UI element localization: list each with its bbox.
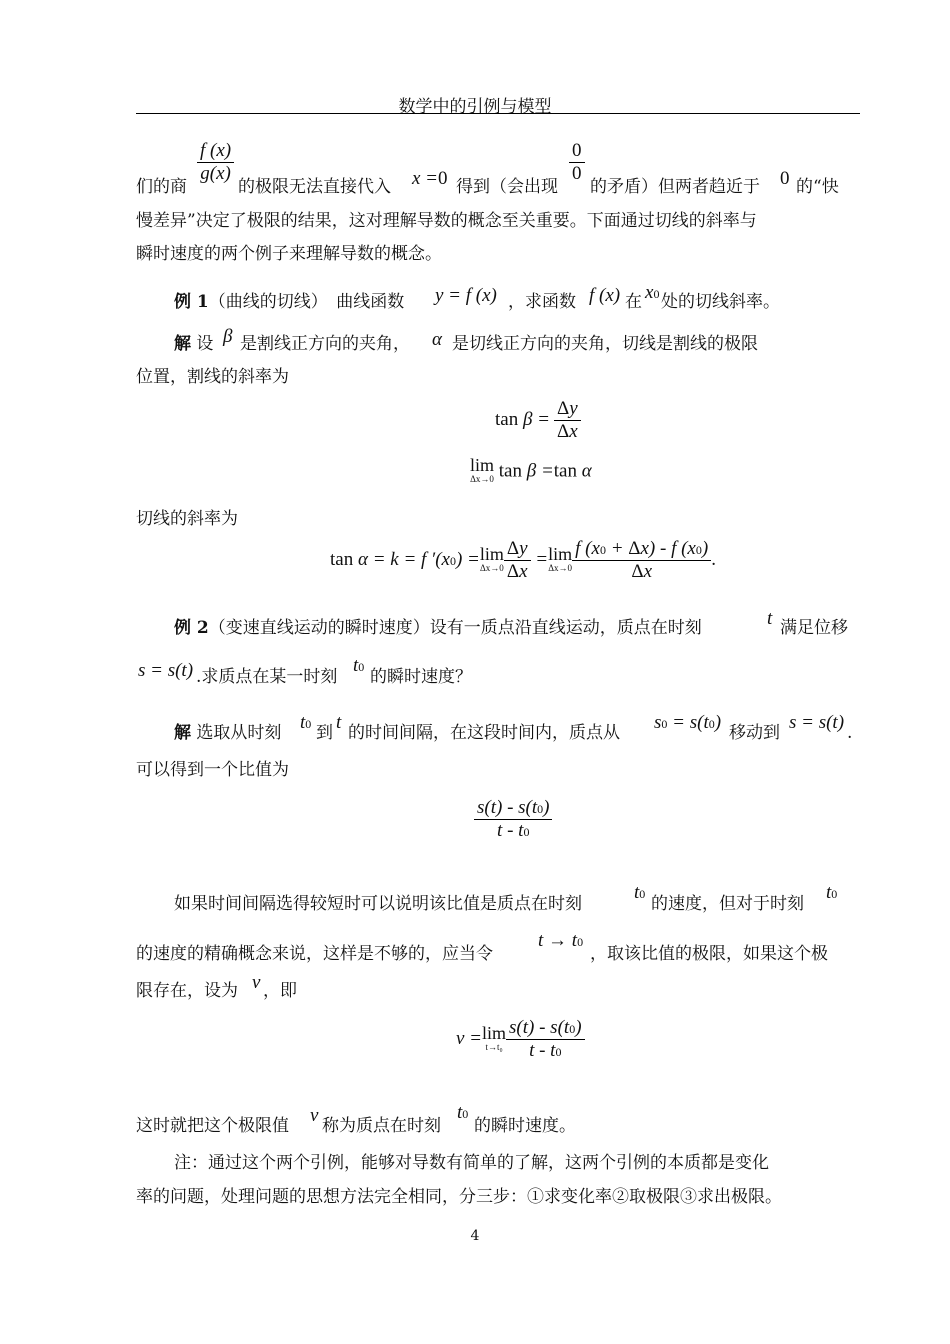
formula-zero: 0 — [780, 168, 790, 189]
paragraph-limit-line1: 如果时间间隔选得较短时可以说明该比值是质点在时刻 — [174, 894, 582, 914]
example-1-text-b: ，求函数 — [508, 292, 576, 312]
paragraph-limit-line2: 的速度的精确概念来说，这样是不够的，应当令 — [136, 944, 493, 964]
solution-2-text-e: . — [847, 723, 853, 743]
example-2-text-b: 满足位移 — [780, 618, 848, 638]
intro-text-d: 的矛盾）但两者趋近于 — [590, 177, 760, 197]
formula-t-to-t0: t → t0 — [538, 930, 584, 951]
formula-fx: f (x) — [589, 285, 621, 306]
formula-ratio: $\frac{s(t) - s(t0)}{t - t0}$ — [474, 797, 552, 842]
formula-velocity-limit: v = lim t→t₀ $\frac{s(t) - s(t0)}{t - t0}$ — [456, 1017, 585, 1062]
solution-1-line: 解 设 — [174, 334, 214, 354]
formula-v-2: v — [310, 1105, 319, 1126]
paragraph-intro-line2: 慢差异”决定了极限的结果，这对理解导数的概念至关重要。下面通过切线的斜率与 — [136, 211, 757, 231]
page-number: 4 — [470, 1228, 480, 1244]
page-header: 数学中的引例与模型 — [398, 97, 552, 117]
paragraph-intro-line3: 瞬时速度的两个例子来理解导数的概念。 — [136, 244, 442, 264]
formula-s0-eq-st0: s0 = s(t0) — [654, 712, 722, 733]
solution-1-text-c: 是切线正方向的夹角，切线是割线的极限 — [452, 334, 758, 354]
note-line1: 注：通过这个两个引例，能够对导数有简单的了解，这两个引例的本质都是变化 — [174, 1153, 769, 1173]
solution-2-text-b: 到 — [316, 723, 333, 743]
paragraph-intro-line1: 们的商 — [136, 177, 187, 197]
formula-t0-start: t0 — [300, 712, 312, 733]
solution-2-text-c: 的时间间隔，在这段时间内，质点从 — [348, 723, 620, 743]
formula-v: v — [252, 972, 261, 993]
example-2-line: 例 2（变速直线运动的瞬时速度）设有一质点沿直线运动，质点在时刻 — [174, 618, 702, 638]
formula-s-eq-st: s = s(t) — [138, 660, 194, 681]
formula-y-eq-fx: y = f (x) — [435, 285, 497, 306]
example-1-line: 例 1（曲线的切线） 曲线函数 — [174, 292, 405, 312]
formula-t: t — [767, 608, 773, 629]
formula-t0: t0 — [353, 655, 365, 676]
formula-t0-p2b: t0 — [826, 882, 838, 903]
paragraph-conclusion-text-c: 的瞬时速度。 — [474, 1116, 576, 1136]
formula-x-eq-0: x =0 — [412, 168, 448, 189]
example-1-text-d: 处的切线斜率。 — [661, 292, 780, 312]
solution-2-line: 解 选取从时刻 — [174, 723, 282, 743]
header-rule — [136, 113, 860, 114]
formula-tan-beta: tan β = $\frac{\Delta y}{\Delta x}$ — [495, 398, 581, 443]
paragraph-limit-line3: 限存在，设为 — [136, 981, 238, 1001]
formula-s-eq-st-2: s = s(t) — [789, 712, 845, 733]
example-2-text-d: 的瞬时速度？ — [370, 667, 472, 687]
paragraph-limit-text-b: 的速度，但对于时刻 — [651, 894, 804, 914]
formula-derivative-definition: tan α = k = f ′(x0) = lim Δx→0 $\frac{\Delta y}{\Delta x}$ = lim Δx→0 $\frac{f (x0 + \Delta x) - f (x0)}{\Delta x}$ . — [330, 538, 716, 582]
paragraph-conclusion-line: 这时就把这个极限值 — [136, 1116, 289, 1136]
solution-1-line2: 位置，割线的斜率为 — [136, 367, 289, 387]
paragraph-conclusion-text-b: 称为质点在时刻 — [322, 1116, 441, 1136]
solution-2-line2: 可以得到一个比值为 — [136, 760, 289, 780]
formula-x0: x0 — [645, 282, 660, 303]
intro-text-e: 的“快 — [796, 177, 839, 197]
solution-1-text-b: 是割线正方向的夹角， — [240, 334, 410, 354]
formula-t0-p2a: t0 — [634, 882, 646, 903]
tangent-slope-text: 切线的斜率为 — [136, 509, 238, 529]
paragraph-limit-text-f: ，即 — [263, 981, 297, 1001]
formula-f-over-g: $\frac{f (x)}{g(x)}$ — [197, 140, 234, 185]
formula-alpha: α — [432, 329, 442, 350]
formula-zero-over-zero: $\frac{0}{0}$ — [569, 140, 585, 185]
formula-t0-p3: t0 — [457, 1102, 469, 1123]
paragraph-limit-text-d: ，取该比值的极限，如果这个极 — [590, 944, 828, 964]
note-line2: 率的问题，处理问题的思想方法完全相同，分三步：①求变化率②取极限③求出极限。 — [136, 1187, 782, 1207]
solution-2-text-d: 移动到 — [729, 723, 780, 743]
formula-lim-tan-beta: lim Δx→0 tan β =tan α — [470, 455, 592, 484]
intro-text-b: 的极限无法直接代入 — [238, 177, 391, 197]
formula-t-end: t — [336, 712, 342, 733]
example-2-text-c: .求质点在某一时刻 — [196, 667, 338, 687]
formula-beta: β — [223, 326, 233, 347]
example-1-text-c: 在 — [625, 292, 642, 312]
intro-text-c: 得到（会出现 — [456, 177, 558, 197]
